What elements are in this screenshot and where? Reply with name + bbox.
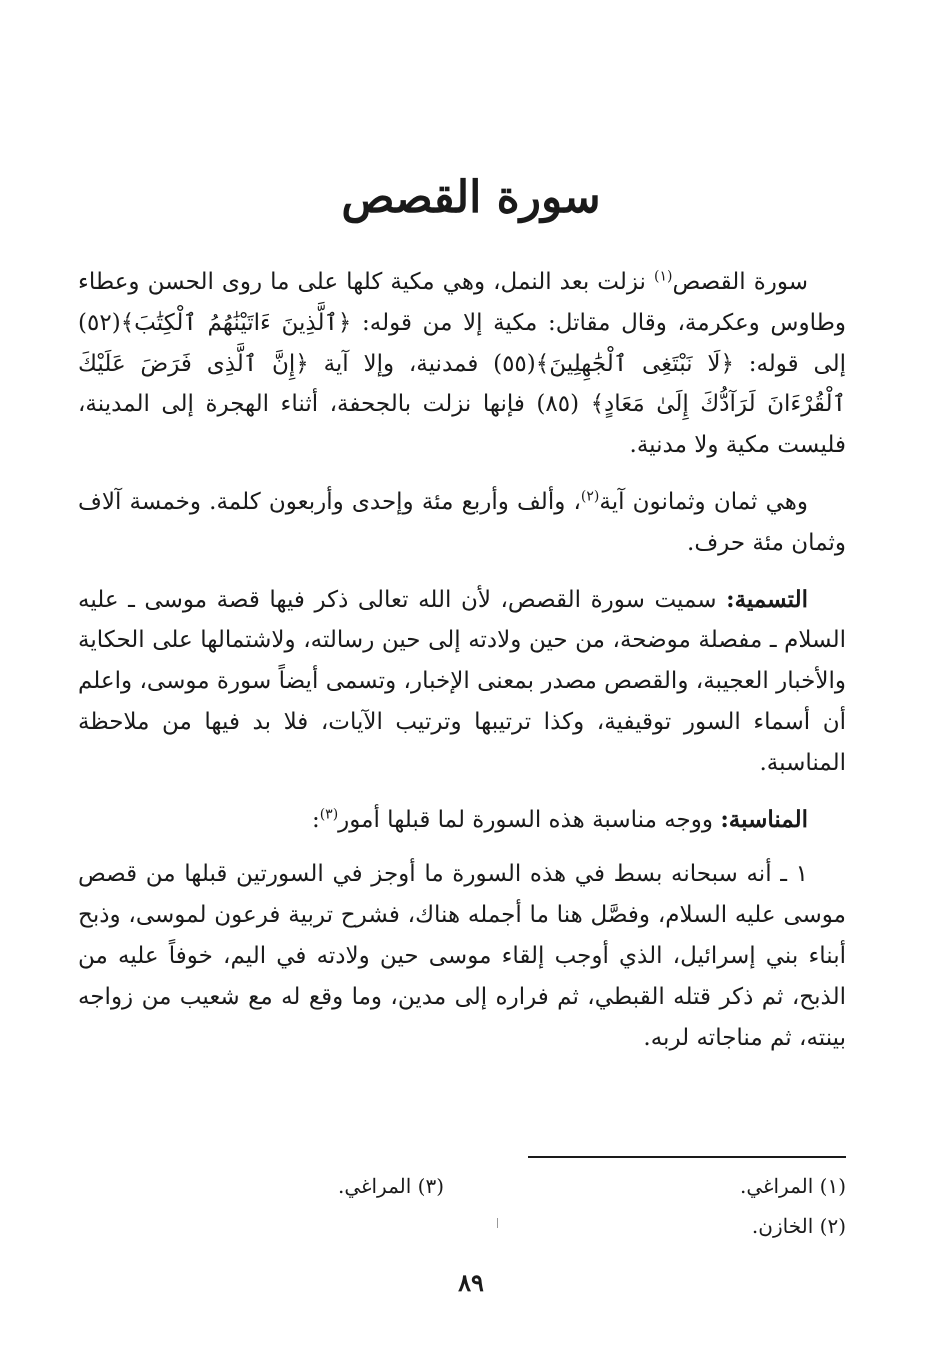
paragraph-point-1 (78, 854, 846, 1058)
page-number: ٨٩ (458, 1268, 484, 1297)
naming-heading: التسمية: (726, 585, 808, 613)
intro-text: نزلت بعد النمل، وهي مكية كلها على ما روى الحسن وعطاء وطاوس وعكرمة، وقال مقاتل: مكية إلا من قوله: (78, 269, 846, 336)
footnote-ref-2[interactable]: (٢) (580, 488, 600, 505)
footnote-divider (528, 1156, 846, 1158)
paragraph-relevance (78, 800, 846, 841)
counts-start: وهي ثمان وثمانون آية (599, 488, 808, 515)
counts-text: ، وألف وأربع مئة وإحدى وأربعون كلمة. وخمسة آلاف وثمان مئة حرف. (78, 488, 846, 556)
footnote-2: (٢) الخازن. (751, 1214, 846, 1238)
paragraph-counts (78, 482, 846, 564)
footnote-3: (٣) المراغي. (337, 1174, 444, 1198)
relevance-text: ووجه مناسبة هذه السورة لما قبلها أمور (338, 806, 721, 833)
relevance-colon: : (311, 806, 320, 833)
scan-speck (497, 1218, 498, 1228)
quran-quote-3: ﴿إِنَّ ٱلَّذِى فَرَضَ عَلَيْكَ ٱلْقُرْءَانَ لَرَآدُّكَ إِلَىٰ مَعَادٍ﴾ (78, 350, 847, 418)
naming-text: سميت سورة القصص، لأن الله تعالى ذكر فيها قصة موسى ـ عليه السلام ـ مفصلة موضحة، من حين ولادته إلى حين رسالته، ولاشتمالها على الحكاية والأخبار العجيبة، والقصص مصدر بمعنى الإخبار، وتسمى أيضاً سورة موسى، واعلم أن أسماء السور توقيفية، وكذا ترتيبها وترتيب الآيات، فلا بد فيها من ملاحظة المناسبة. (78, 586, 846, 776)
point-1-text: ١ ـ أنه سبحانه بسط في هذه السورة ما أوجز في السورتين قبلها من قصص موسى عليه السلام، وفصَّل هنا ما أجمله هناك، فشرح تربية فرعون لموسى، وذبح أبناء بني إسرائيل، الذي أوجب إلقاء موسى حين ولادته في اليم، خوفاً عليه من الذبح، ثم ذكر قتله القبطي، ثم فراره إلى مدين، وما وقع له مع شعيب من زواجه بينته، ثم مناجاته لربه. (78, 861, 846, 1051)
paragraph-naming (78, 580, 846, 784)
intro-text-4: (٨٥) فإنها نزلت بالجحفة، أثناء الهجرة إلى المدينة، فليست مكية ولا مدنية. (78, 391, 846, 459)
quran-quote-2: ﴿لَا نَبْتَغِى ٱلْجَٰهِلِينَ﴾ (535, 350, 734, 377)
intro-text-3: (٥٥) فمدنية، وإلا آية (308, 350, 536, 377)
page-title: سورة القصص (341, 172, 601, 223)
intro-text-2: (٥٢) إلى قوله: (78, 309, 847, 377)
paragraph-intro (78, 262, 846, 466)
main-text (78, 262, 846, 1074)
relevance-heading: المناسبة: (720, 805, 808, 833)
footnote-ref-3[interactable]: (٣) (319, 805, 339, 822)
footnote-ref-1[interactable]: (١) (654, 268, 673, 285)
intro-start: سورة القصص (672, 269, 809, 295)
footnote-1: (١) المراغي. (739, 1174, 846, 1198)
quran-quote-1: ﴿ٱلَّذِينَ ءَاتَيْنَٰهُمُ ٱلْكِتَٰبَ﴾ (120, 309, 352, 336)
